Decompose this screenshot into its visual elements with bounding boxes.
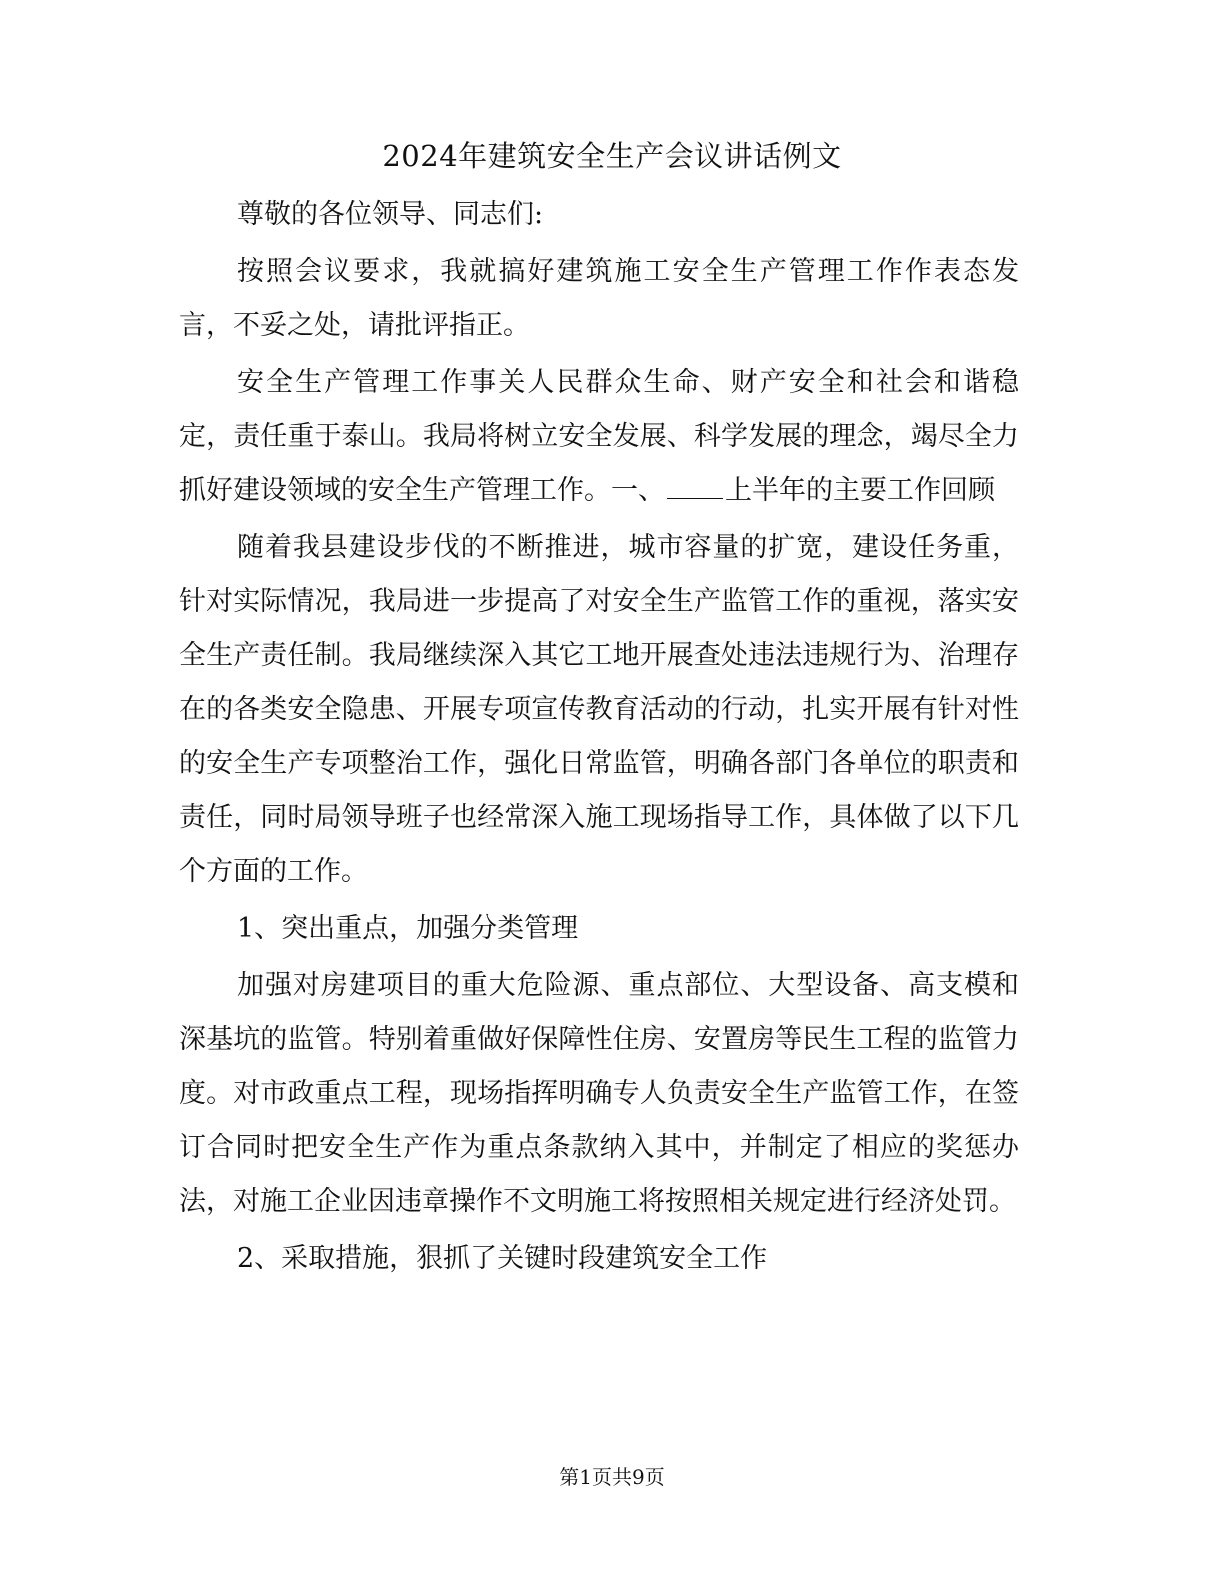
opening-paragraph: 按照会议要求，我就搞好建筑施工安全生产管理工作作表态发言，不妥之处，请批评指正。	[179, 256, 1019, 341]
document-body	[179, 188, 1019, 1289]
importance-paragraph	[179, 356, 1019, 518]
review-paragraph: 随着我县建设步伐的不断推进，城市容量的扩宽，建设任务重，针对实际情况，我局进一步提高了对安全生产监管工作的重视，落实安全生产责任制。我局继续深入其它工地开展查处违法违规行为、治理存在的各类安全隐患、开展专项宣传教育活动的行动，扎实开展有针对性的安全生产专项整治工作，强化日常监管，明确各部门各单位的职责和责任，同时局领导班子也经常深入施工现场指导工作，具体做了以下几个方面的工作。	[179, 532, 1019, 887]
year-blank	[667, 476, 723, 499]
salutation-paragraph: 尊敬的各位领导、同志们:	[237, 199, 544, 230]
importance-text: 安全生产管理工作事关人民群众生命、财产安全和社会和谐稳定，责任重于泰山。我局将树立安全发展、科学发展的理念，竭尽全力抓好建设领域的安全生产管理工作。一、	[179, 367, 1019, 506]
subheading-2: 2、采取措施，狠抓了关键时段建筑安全工作	[237, 1243, 768, 1274]
subheading-1: 1、突出重点，加强分类管理	[237, 913, 579, 944]
classification-paragraph: 加强对房建项目的重大危险源、重点部位、大型设备、高支模和深基坑的监管。特别着重做好保障性住房、安置房等民生工程的监管力度。对市政重点工程，现场指挥明确专人负责安全生产监管工作，在签订合同时把安全生产作为重点条款纳入其中，并制定了相应的奖惩办法，对施工企业因违章操作不文明施工将按照相关规定进行经济处罚。	[179, 970, 1019, 1217]
page-number-footer: 第1页共9页	[559, 1465, 665, 1489]
document-title: 2024年建筑安全生产会议讲话例文	[382, 139, 842, 173]
section-one-heading-text: 上半年的主要工作回顾	[725, 475, 995, 506]
